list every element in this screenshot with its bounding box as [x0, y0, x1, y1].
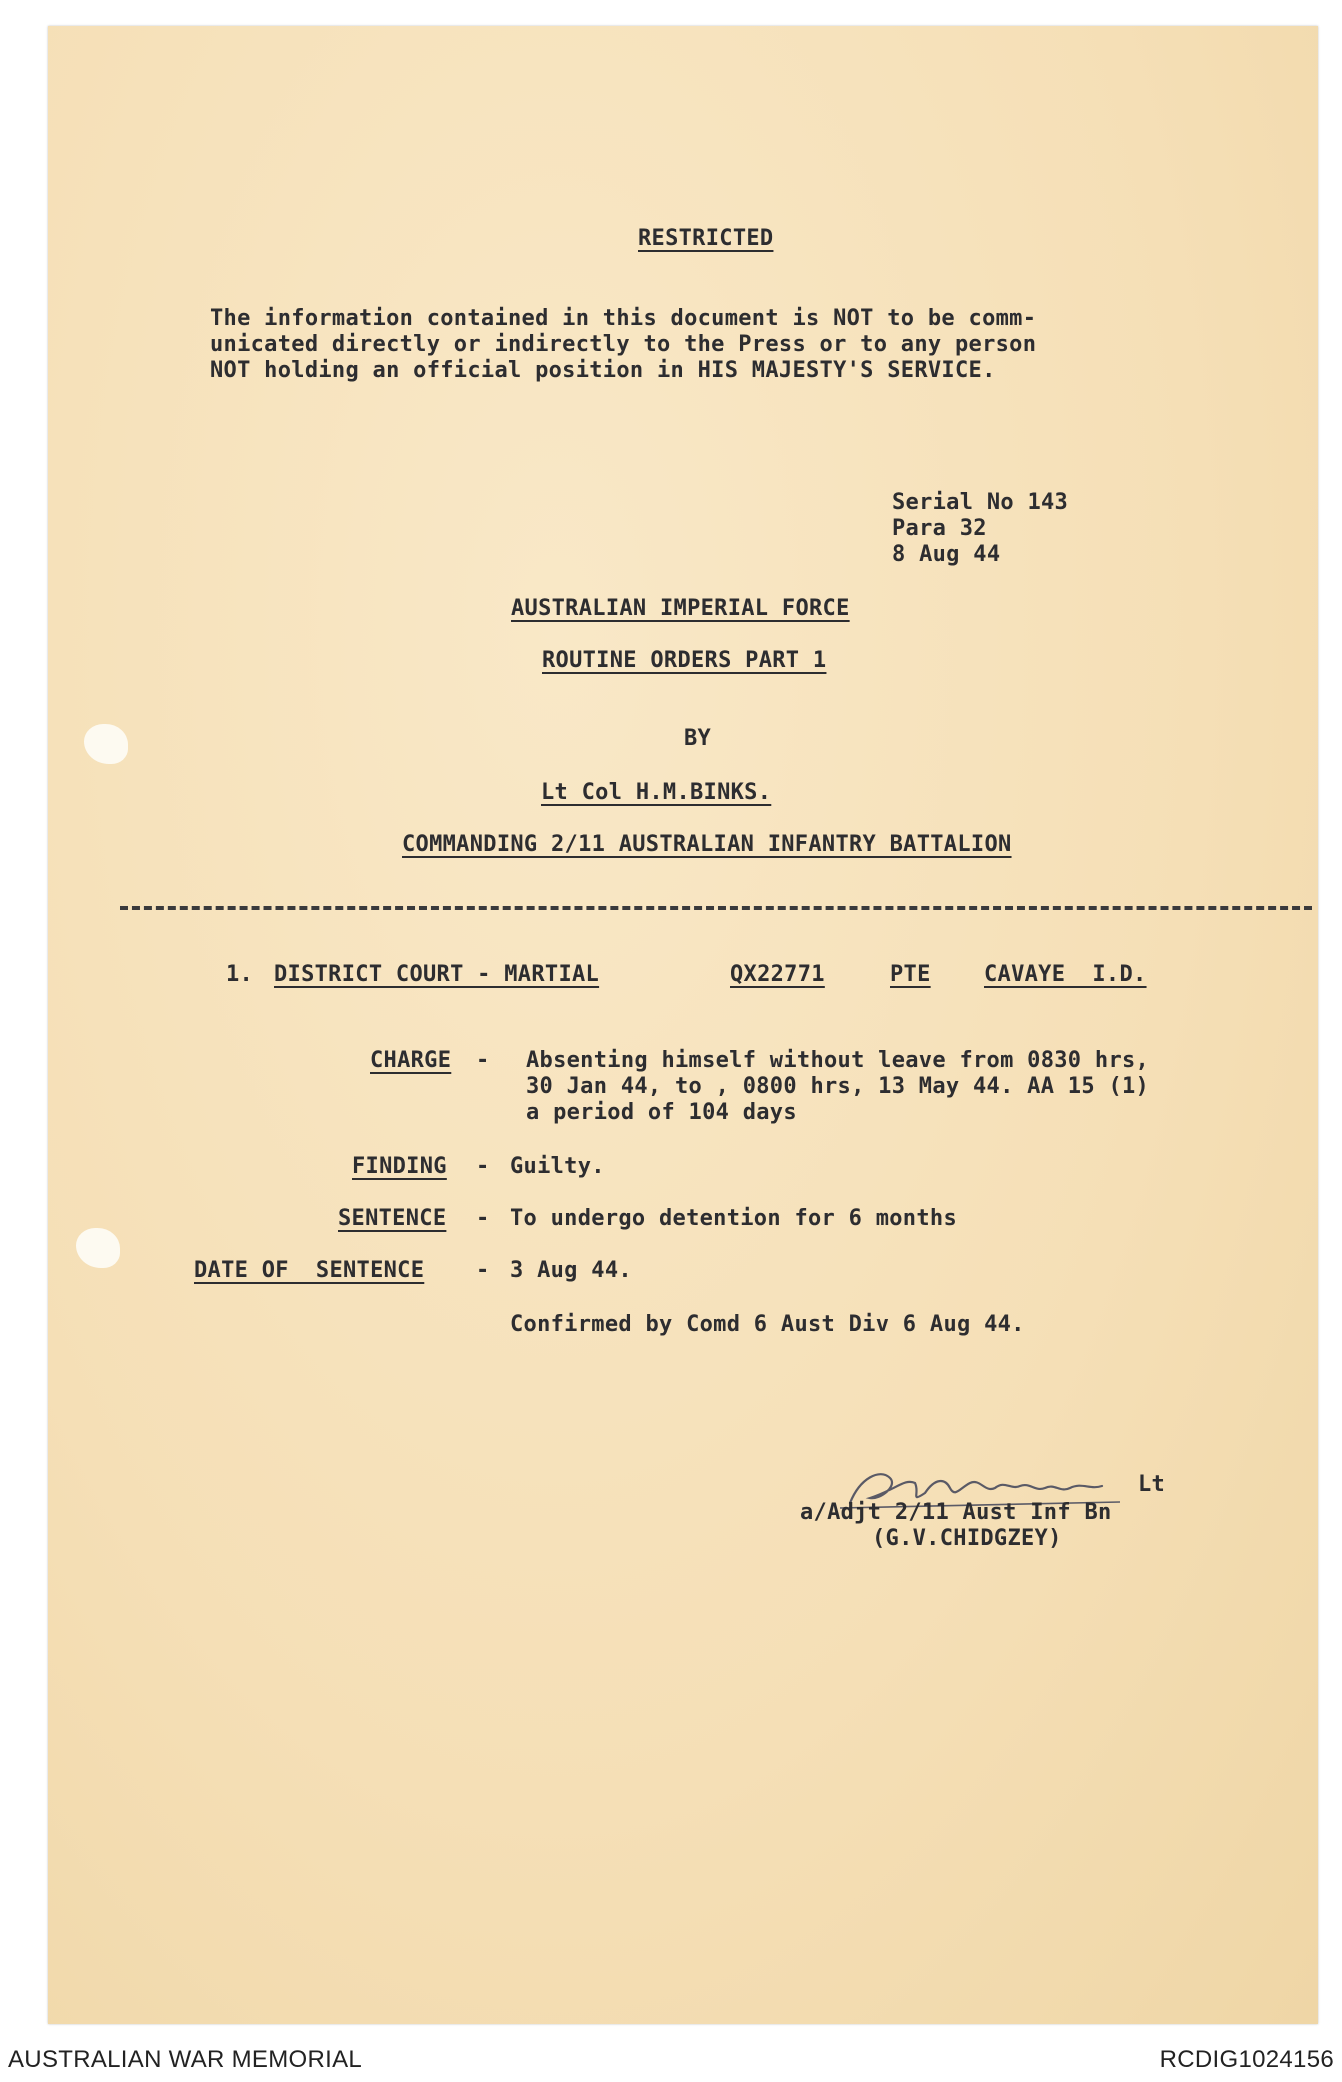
- date-of-sentence-label: DATE OF SENTENCE: [194, 1258, 425, 1283]
- footer-source: AUSTRALIAN WAR MEMORIAL: [8, 2046, 363, 2073]
- serial-date: 8 Aug 44: [892, 542, 1001, 567]
- dash: -: [476, 1048, 490, 1073]
- notice-line: unicated directly or indirectly to the Press or to any person: [210, 332, 1037, 357]
- dash: -: [476, 1206, 490, 1231]
- notice-line: NOT holding an official position in HIS MAJESTY'S SERVICE.: [210, 358, 996, 383]
- charge-line: 30 Jan 44, to , 0800 hrs, 13 May 44. AA 15 (1): [526, 1074, 1150, 1099]
- footer-catalogue-id: RCDIG1024156: [1159, 2046, 1334, 2073]
- signature-rank: Lt: [1138, 1472, 1166, 1497]
- heading-by: BY: [684, 726, 712, 751]
- signature-name: (G.V.CHIDGZEY): [872, 1526, 1062, 1551]
- service-number: QX22771: [730, 962, 825, 987]
- confirmation-line: Confirmed by Comd 6 Aust Div 6 Aug 44.: [510, 1312, 1025, 1337]
- date-of-sentence-value: 3 Aug 44.: [510, 1258, 632, 1283]
- serial-number: Serial No 143: [892, 490, 1069, 515]
- item-title: DISTRICT COURT - MARTIAL: [274, 962, 600, 987]
- heading-routine-orders: ROUTINE ORDERS PART 1: [542, 648, 827, 673]
- para-number: Para 32: [892, 516, 987, 541]
- charge-line: a period of 104 days: [526, 1100, 797, 1125]
- finding-label: FINDING: [352, 1154, 447, 1179]
- sentence-label: SENTENCE: [338, 1206, 447, 1231]
- signature-appointment: a/Adjt 2/11 Aust Inf Bn: [800, 1500, 1112, 1525]
- charge-label: CHARGE: [370, 1048, 452, 1073]
- punch-hole-lower: [76, 1228, 120, 1268]
- restricted-heading: RESTRICTED: [638, 226, 774, 251]
- sentence-value: To undergo detention for 6 months: [510, 1206, 957, 1231]
- dash: -: [476, 1154, 490, 1179]
- soldier-name: CAVAYE I.D.: [984, 962, 1147, 987]
- dash: -: [476, 1258, 490, 1283]
- finding-value: Guilty.: [510, 1154, 605, 1179]
- punch-hole-upper: [84, 724, 128, 764]
- rank: PTE: [890, 962, 931, 987]
- heading-aif: AUSTRALIAN IMPERIAL FORCE: [511, 596, 850, 621]
- charge-line: Absenting himself without leave from 0830 hrs,: [526, 1048, 1150, 1073]
- commander-name: Lt Col H.M.BINKS.: [541, 780, 772, 805]
- commanding-unit: COMMANDING 2/11 AUSTRALIAN INFANTRY BATTALION: [402, 832, 1012, 857]
- notice-line: The information contained in this document is NOT to be comm-: [210, 306, 1037, 331]
- item-number: 1.: [226, 962, 254, 987]
- section-divider: [120, 906, 1312, 910]
